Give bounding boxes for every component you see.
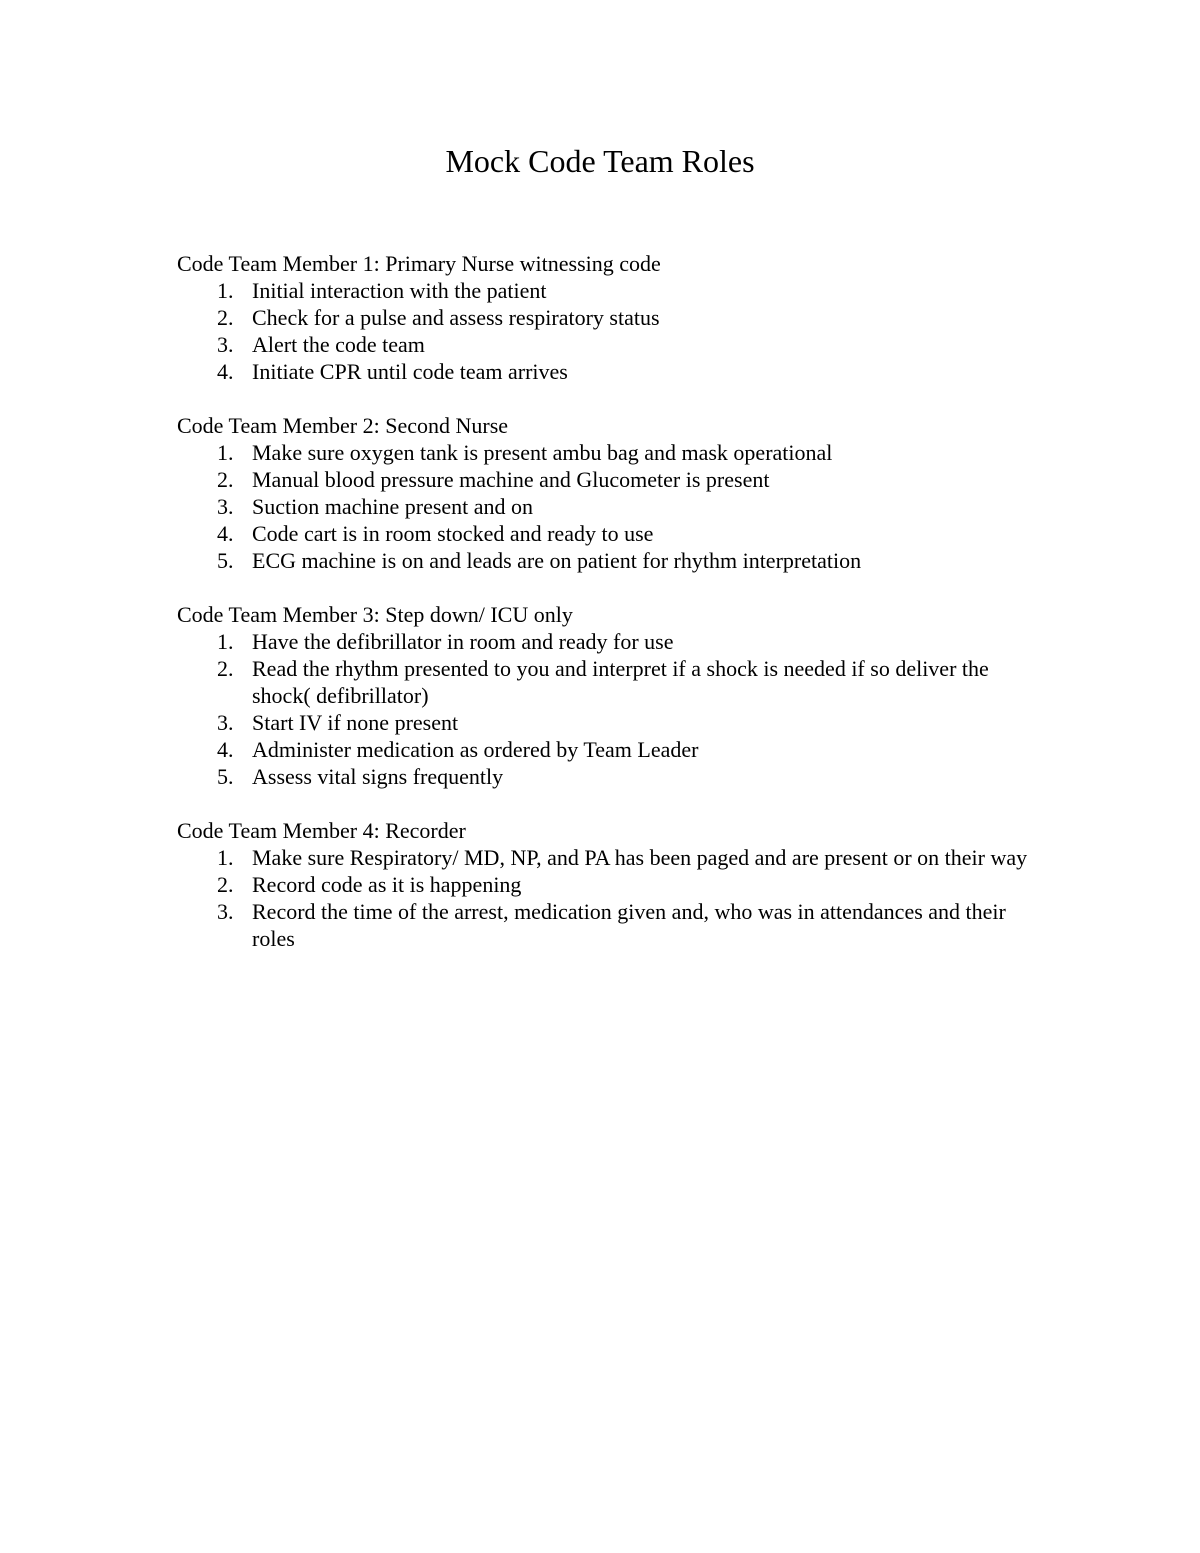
item-text: Initiate CPR until code team arrives [252,359,568,384]
document-title: Mock Code Team Roles [445,143,755,179]
item-number: 1. [217,845,234,870]
item-number: 3. [217,899,234,924]
list-item [177,628,1037,655]
section-member-3 [177,601,1037,790]
item-text: ECG machine is on and leads are on patient for rhythm interpretation [252,548,862,573]
list-item [177,709,1037,736]
item-number: 2. [217,467,234,492]
item-text: Make sure Respiratory/ MD, NP, and PA has been paged and are present or on their way [252,845,1028,870]
item-text: Initial interaction with the patient [252,278,547,303]
item-number: 3. [217,710,234,735]
list-item [177,655,1037,709]
item-text: Suction machine present and on [252,494,534,519]
item-text: Record the time of the arrest, medication given and, who was in attendances and their roles [252,899,1006,951]
list-item [177,763,1037,790]
list-item [177,844,1037,871]
numbered-list [177,277,1037,385]
list-item [177,520,1037,547]
item-number: 4. [217,737,234,762]
section-member-1 [177,250,1037,385]
sections-container [177,250,1037,979]
item-number: 4. [217,521,234,546]
item-text: Assess vital signs frequently [252,764,504,789]
item-text: Administer medication as ordered by Team Leader [252,737,699,762]
item-number: 2. [217,656,234,681]
item-text: Code cart is in room stocked and ready to use [252,521,654,546]
item-text: Start IV if none present [252,710,459,735]
item-text: Record code as it is happening [252,872,522,897]
numbered-list [177,844,1037,952]
item-number: 1. [217,629,234,654]
numbered-list [177,439,1037,574]
list-item [177,277,1037,304]
item-number: 4. [217,359,234,384]
list-item [177,898,1037,952]
section-heading: Code Team Member 3: Step down/ ICU only [177,602,573,627]
list-item [177,304,1037,331]
item-number: 5. [217,764,234,789]
list-item [177,466,1037,493]
item-text: Check for a pulse and assess respiratory status [252,305,660,330]
section-heading: Code Team Member 4: Recorder [177,818,466,843]
item-text: Alert the code team [252,332,425,357]
item-number: 2. [217,305,234,330]
item-text: Make sure oxygen tank is present ambu bag and mask operational [252,440,833,465]
numbered-list [177,628,1037,790]
item-number: 5. [217,548,234,573]
section-member-2 [177,412,1037,574]
item-text: Manual blood pressure machine and Glucometer is present [252,467,770,492]
list-item [177,493,1037,520]
section-heading: Code Team Member 1: Primary Nurse witnessing code [177,251,661,276]
list-item [177,331,1037,358]
item-number: 1. [217,278,234,303]
item-number: 2. [217,872,234,897]
section-heading: Code Team Member 2: Second Nurse [177,413,509,438]
list-item [177,547,1037,574]
list-item [177,871,1037,898]
item-text: Read the rhythm presented to you and interpret if a shock is needed if so deliver the shock( defibrillator) [252,656,989,708]
list-item [177,736,1037,763]
item-number: 3. [217,332,234,357]
list-item [177,439,1037,466]
item-text: Have the defibrillator in room and ready for use [252,629,674,654]
list-item [177,358,1037,385]
section-member-4 [177,817,1037,952]
item-number: 3. [217,494,234,519]
item-number: 1. [217,440,234,465]
